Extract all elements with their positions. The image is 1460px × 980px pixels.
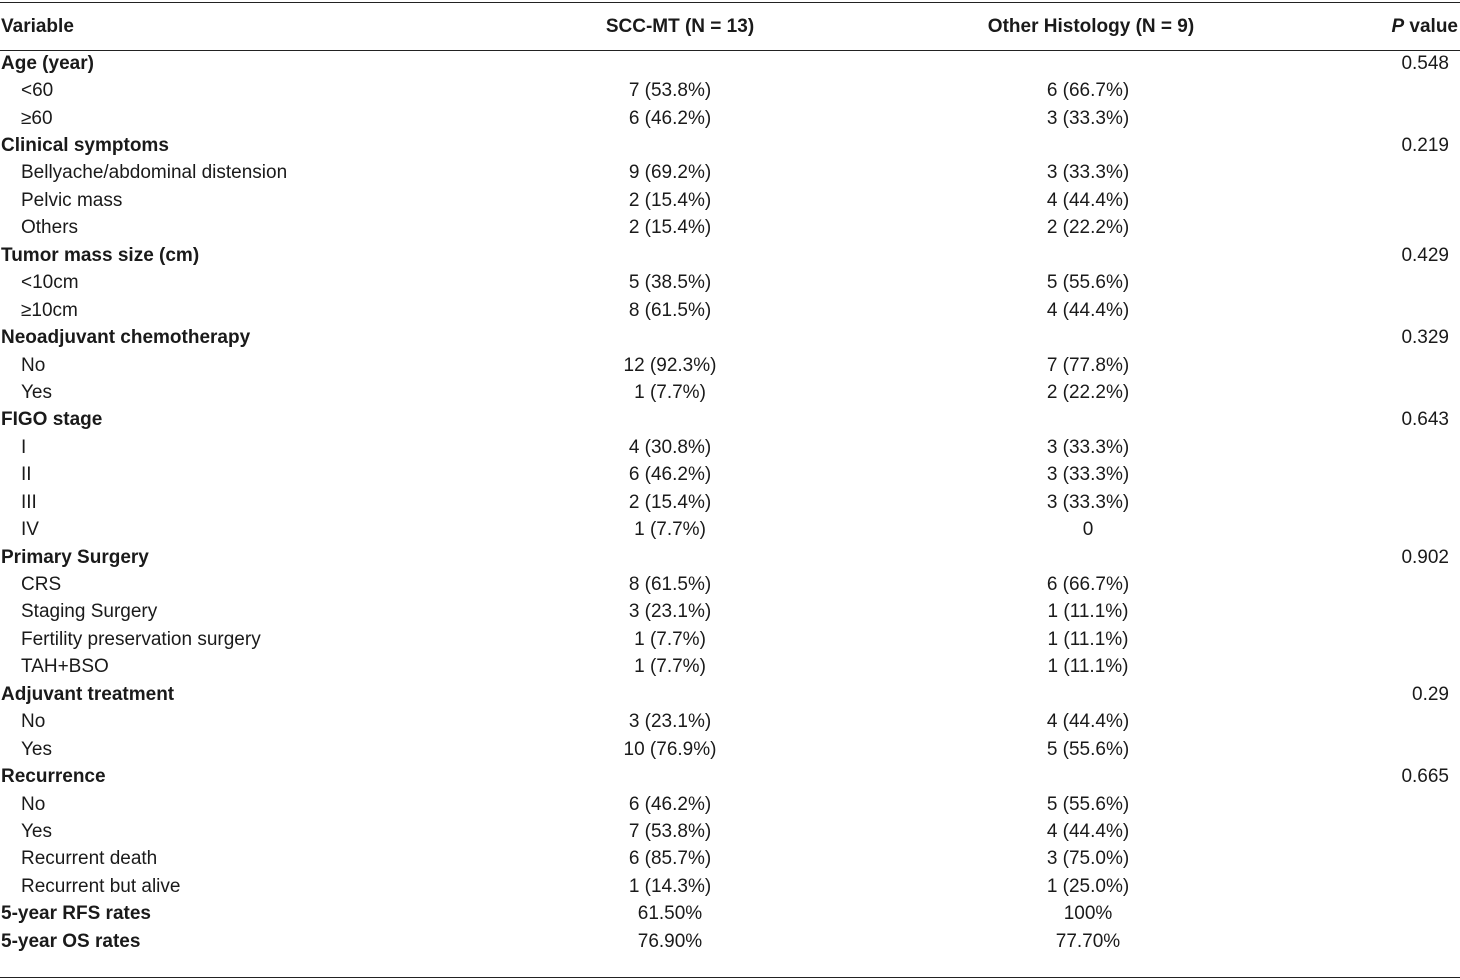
cell-p-value: 0.329 bbox=[1401, 327, 1449, 349]
cell-other-histology: 0 bbox=[1082, 519, 1094, 541]
cell-scc-mt: 1 (14.3%) bbox=[628, 875, 712, 897]
cell-p-value bbox=[1288, 434, 1460, 461]
cell-variable: No bbox=[21, 711, 46, 733]
cell-other-histology: 3 (33.3%) bbox=[1046, 491, 1130, 513]
cell-variable: CRS bbox=[21, 574, 62, 596]
cell-other-histology: 3 (33.3%) bbox=[1046, 107, 1130, 129]
cell-other-histology: 3 (33.3%) bbox=[1046, 436, 1130, 458]
cell-p-value bbox=[1288, 818, 1460, 845]
cell-scc-mt: 5 (38.5%) bbox=[628, 272, 712, 294]
cell-scc-mt: 9 (69.2%) bbox=[628, 162, 712, 184]
table-row bbox=[0, 846, 1460, 873]
table-row bbox=[0, 873, 1460, 900]
header-p-rest: value bbox=[1404, 15, 1458, 37]
cell-variable: Yes bbox=[21, 738, 52, 760]
cell-p-value bbox=[1288, 297, 1460, 324]
table-row bbox=[0, 654, 1460, 681]
cell-other-histology: 3 (33.3%) bbox=[1046, 162, 1130, 184]
cell-variable: Fertility preservation surgery bbox=[21, 628, 261, 650]
cell-other-histology bbox=[794, 242, 1288, 269]
cell-other-histology bbox=[794, 132, 1288, 159]
cell-other-histology: 6 (66.7%) bbox=[1046, 80, 1130, 102]
table-row bbox=[0, 50, 1460, 77]
cell-variable: Recurrent but alive bbox=[21, 875, 181, 897]
header-p-italic: P bbox=[1391, 15, 1405, 37]
cell-p-value bbox=[1288, 709, 1460, 736]
cell-variable: ≥60 bbox=[21, 107, 53, 129]
cell-scc-mt: 2 (15.4%) bbox=[628, 217, 712, 239]
cell-p-value bbox=[1288, 462, 1460, 489]
table-row bbox=[0, 160, 1460, 187]
cell-other-histology: 2 (22.2%) bbox=[1046, 217, 1130, 239]
cell-scc-mt: 3 (23.1%) bbox=[628, 711, 712, 733]
cell-other-histology: 5 (55.6%) bbox=[1046, 272, 1130, 294]
cell-variable: Staging Surgery bbox=[21, 601, 158, 623]
clinical-characteristics-table bbox=[0, 3, 1460, 955]
cell-scc-mt: 6 (46.2%) bbox=[628, 464, 712, 486]
cell-p-value: 0.902 bbox=[1401, 546, 1449, 568]
cell-scc-mt bbox=[430, 763, 794, 790]
table-row bbox=[0, 681, 1460, 708]
table-row bbox=[0, 132, 1460, 159]
cell-scc-mt bbox=[430, 242, 794, 269]
cell-variable: II bbox=[21, 464, 32, 486]
cell-p-value bbox=[1288, 599, 1460, 626]
cell-p-value bbox=[1288, 873, 1460, 900]
cell-p-value bbox=[1288, 215, 1460, 242]
cell-variable: 5-year OS rates bbox=[1, 930, 141, 952]
cell-variable: Pelvic mass bbox=[21, 189, 123, 211]
cell-other-histology bbox=[794, 763, 1288, 790]
cell-other-histology: 1 (11.1%) bbox=[1047, 628, 1129, 650]
table-row bbox=[0, 818, 1460, 845]
cell-variable: IV bbox=[21, 519, 39, 541]
cell-scc-mt: 4 (30.8%) bbox=[628, 436, 712, 458]
cell-p-value bbox=[1288, 571, 1460, 598]
cell-variable: III bbox=[21, 491, 37, 513]
table-row bbox=[0, 489, 1460, 516]
cell-other-histology: 77.70% bbox=[1055, 930, 1121, 952]
cell-other-histology bbox=[794, 681, 1288, 708]
cell-other-histology bbox=[794, 324, 1288, 351]
table-row bbox=[0, 187, 1460, 214]
table-row bbox=[0, 324, 1460, 351]
table-row bbox=[0, 105, 1460, 132]
cell-scc-mt: 1 (7.7%) bbox=[634, 381, 706, 403]
cell-scc-mt bbox=[430, 324, 794, 351]
table-body bbox=[0, 50, 1460, 955]
cell-variable: <10cm bbox=[21, 272, 79, 294]
table-row bbox=[0, 270, 1460, 297]
cell-scc-mt: 7 (53.8%) bbox=[628, 80, 712, 102]
cell-other-histology bbox=[794, 50, 1288, 77]
cell-other-histology: 5 (55.6%) bbox=[1046, 793, 1130, 815]
table-bottom-rule bbox=[0, 977, 1460, 978]
table-row bbox=[0, 215, 1460, 242]
cell-p-value bbox=[1288, 352, 1460, 379]
cell-p-value bbox=[1288, 846, 1460, 873]
cell-variable: 5-year RFS rates bbox=[1, 903, 151, 925]
cell-scc-mt: 12 (92.3%) bbox=[623, 354, 717, 376]
cell-scc-mt: 1 (7.7%) bbox=[634, 519, 706, 541]
cell-scc-mt: 2 (15.4%) bbox=[628, 491, 712, 513]
cell-other-histology: 3 (75.0%) bbox=[1046, 848, 1130, 870]
cell-scc-mt: 1 (7.7%) bbox=[634, 656, 706, 678]
cell-scc-mt bbox=[430, 407, 794, 434]
table-row bbox=[0, 626, 1460, 653]
cell-p-value bbox=[1288, 105, 1460, 132]
table-row bbox=[0, 352, 1460, 379]
cell-variable: Bellyache/abdominal distension bbox=[21, 162, 288, 184]
cell-p-value bbox=[1288, 379, 1460, 406]
cell-p-value bbox=[1288, 928, 1460, 955]
table-row bbox=[0, 599, 1460, 626]
cell-p-value: 0.29 bbox=[1412, 683, 1449, 705]
cell-variable: FIGO stage bbox=[1, 409, 103, 431]
table-row bbox=[0, 709, 1460, 736]
cell-p-value bbox=[1288, 270, 1460, 297]
cell-scc-mt: 7 (53.8%) bbox=[628, 820, 712, 842]
cell-scc-mt: 61.50% bbox=[637, 903, 703, 925]
table-row bbox=[0, 571, 1460, 598]
table-row bbox=[0, 901, 1460, 928]
cell-scc-mt: 76.90% bbox=[637, 930, 703, 952]
header-scc-mt: SCC-MT (N = 13) bbox=[605, 15, 755, 37]
cell-variable: <60 bbox=[21, 80, 54, 102]
cell-other-histology bbox=[794, 407, 1288, 434]
cell-other-histology bbox=[794, 544, 1288, 571]
cell-variable: No bbox=[21, 354, 46, 376]
cell-scc-mt bbox=[430, 681, 794, 708]
table-row bbox=[0, 462, 1460, 489]
cell-other-histology: 4 (44.4%) bbox=[1046, 299, 1130, 321]
cell-p-value bbox=[1288, 160, 1460, 187]
cell-variable: Tumor mass size (cm) bbox=[1, 244, 200, 266]
cell-other-histology: 4 (44.4%) bbox=[1046, 189, 1130, 211]
cell-variable: Yes bbox=[21, 381, 52, 403]
cell-variable: Neoadjuvant chemotherapy bbox=[1, 327, 251, 349]
header-variable: Variable bbox=[1, 15, 74, 37]
cell-p-value: 0.665 bbox=[1401, 766, 1449, 788]
header-other-histology: Other Histology (N = 9) bbox=[987, 15, 1195, 37]
header-p-value bbox=[1288, 3, 1460, 50]
table-row bbox=[0, 77, 1460, 104]
cell-variable: Yes bbox=[21, 820, 52, 842]
cell-variable: Age (year) bbox=[1, 52, 94, 74]
cell-variable: No bbox=[21, 793, 46, 815]
cell-scc-mt bbox=[430, 132, 794, 159]
cell-scc-mt: 10 (76.9%) bbox=[623, 738, 717, 760]
cell-variable: I bbox=[21, 436, 27, 458]
cell-p-value bbox=[1288, 516, 1460, 543]
cell-scc-mt: 6 (46.2%) bbox=[628, 793, 712, 815]
cell-scc-mt: 8 (61.5%) bbox=[628, 574, 712, 596]
cell-p-value bbox=[1288, 791, 1460, 818]
table-header bbox=[0, 3, 1460, 50]
table-row bbox=[0, 791, 1460, 818]
cell-scc-mt: 3 (23.1%) bbox=[628, 601, 712, 623]
cell-variable: Recurrence bbox=[1, 766, 106, 788]
cell-variable: Others bbox=[21, 217, 79, 239]
cell-p-value bbox=[1288, 654, 1460, 681]
cell-variable: Clinical symptoms bbox=[1, 135, 169, 157]
cell-scc-mt bbox=[430, 544, 794, 571]
cell-scc-mt: 1 (7.7%) bbox=[634, 628, 706, 650]
cell-scc-mt bbox=[430, 50, 794, 77]
table-row bbox=[0, 736, 1460, 763]
cell-other-histology: 5 (55.6%) bbox=[1046, 738, 1130, 760]
cell-p-value bbox=[1288, 77, 1460, 104]
cell-p-value bbox=[1288, 901, 1460, 928]
cell-p-value bbox=[1288, 736, 1460, 763]
cell-scc-mt: 2 (15.4%) bbox=[628, 189, 712, 211]
cell-other-histology: 100% bbox=[1063, 903, 1113, 925]
table-row bbox=[0, 434, 1460, 461]
cell-other-histology: 6 (66.7%) bbox=[1046, 574, 1130, 596]
cell-variable: Adjuvant treatment bbox=[1, 683, 175, 705]
cell-scc-mt: 8 (61.5%) bbox=[628, 299, 712, 321]
table-row bbox=[0, 544, 1460, 571]
cell-other-histology: 1 (11.1%) bbox=[1047, 601, 1129, 623]
header-row bbox=[0, 3, 1460, 50]
cell-p-value bbox=[1288, 626, 1460, 653]
table-row bbox=[0, 928, 1460, 955]
cell-variable: Recurrent death bbox=[21, 848, 158, 870]
cell-p-value: 0.643 bbox=[1401, 409, 1449, 431]
cell-other-histology: 7 (77.8%) bbox=[1046, 354, 1130, 376]
cell-variable: TAH+BSO bbox=[21, 656, 109, 678]
cell-p-value bbox=[1288, 187, 1460, 214]
cell-other-histology: 1 (11.1%) bbox=[1047, 656, 1129, 678]
table-row bbox=[0, 407, 1460, 434]
cell-p-value: 0.219 bbox=[1401, 135, 1449, 157]
cell-other-histology: 2 (22.2%) bbox=[1046, 381, 1130, 403]
table-row bbox=[0, 379, 1460, 406]
cell-p-value: 0.429 bbox=[1401, 244, 1449, 266]
cell-other-histology: 3 (33.3%) bbox=[1046, 464, 1130, 486]
table-row bbox=[0, 516, 1460, 543]
cell-p-value: 0.548 bbox=[1401, 52, 1449, 74]
cell-p-value bbox=[1288, 489, 1460, 516]
cell-other-histology: 4 (44.4%) bbox=[1046, 711, 1130, 733]
table-row bbox=[0, 763, 1460, 790]
cell-scc-mt: 6 (85.7%) bbox=[628, 848, 712, 870]
cell-scc-mt: 6 (46.2%) bbox=[628, 107, 712, 129]
cell-variable: ≥10cm bbox=[21, 299, 78, 321]
cell-variable: Primary Surgery bbox=[1, 546, 149, 568]
cell-other-histology: 4 (44.4%) bbox=[1046, 820, 1130, 842]
table-row bbox=[0, 242, 1460, 269]
cell-other-histology: 1 (25.0%) bbox=[1046, 875, 1130, 897]
table-row bbox=[0, 297, 1460, 324]
